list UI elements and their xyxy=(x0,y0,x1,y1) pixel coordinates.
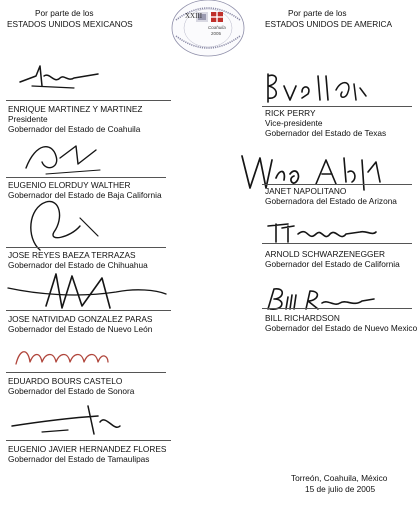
governor-name: JOSE NATIVIDAD GONZALEZ PARAS xyxy=(8,314,153,324)
governor-name: JOSE REYES BAEZA TERRAZAS xyxy=(8,250,136,260)
signature-richardson xyxy=(264,285,384,315)
governor-title: Gobernador del Estado de Texas xyxy=(265,128,387,138)
seal-year: 2005 xyxy=(211,31,222,36)
signature-schwarzenegger xyxy=(264,220,384,250)
governor-name: ENRIQUE MARTINEZ Y MARTINEZ xyxy=(8,104,143,114)
signature-perry xyxy=(262,70,372,110)
usa-header-line1: Por parte de los xyxy=(288,8,347,18)
governor-name: RICK PERRY xyxy=(265,108,316,118)
usa-header-line2: ESTADOS UNIDOS DE AMERICA xyxy=(265,19,393,29)
governor-role: Vice-presidente xyxy=(265,118,323,128)
signing-date: 15 de julio de 2005 xyxy=(305,484,376,494)
governor-title: Gobernador del Estado de Coahuila xyxy=(8,124,141,134)
governor-title: Gobernador del Estado de Nuevo León xyxy=(8,324,153,334)
governor-title: Gobernadora del Estado de Arizona xyxy=(265,196,397,206)
signature-line xyxy=(262,184,412,185)
signature-baeza xyxy=(20,198,110,258)
signature-line xyxy=(6,100,171,101)
signature-line xyxy=(6,247,166,248)
mexico-header-line2: ESTADOS UNIDOS MEXICANOS xyxy=(7,19,133,29)
signature-elorduy xyxy=(16,138,116,178)
governor-title: Gobernador del Estado de Tamaulipas xyxy=(8,454,150,464)
governor-title: Gobernador del Estado de Nuevo Mexico xyxy=(265,323,418,333)
governor-name: EUGENIO JAVIER HERNANDEZ FLORES xyxy=(8,444,167,454)
mexico-header-line1: Por parte de los xyxy=(35,8,94,18)
signature-hernandez xyxy=(8,402,128,442)
signature-gonzalez-paras xyxy=(6,268,176,316)
signature-line xyxy=(6,440,171,441)
signature-line xyxy=(262,243,412,244)
signature-martinez xyxy=(14,62,104,102)
signature-line xyxy=(262,308,412,309)
signature-bours xyxy=(12,342,122,372)
signature-line xyxy=(6,310,171,311)
governor-title: Gobernador del Estado de Baja California xyxy=(8,190,162,200)
signature-line xyxy=(6,177,166,178)
governor-name: ARNOLD SCHWARZENEGGER xyxy=(265,249,386,259)
seal-place: Coahuila xyxy=(208,25,226,30)
governor-title: Gobernador del Estado de California xyxy=(265,259,400,269)
governor-name: JANET NAPOLITANO xyxy=(265,186,347,196)
governor-name: EUGENIO ELORDUY WALTHER xyxy=(8,180,131,190)
governor-name: BILL RICHARDSON xyxy=(265,313,340,323)
governor-title: Gobernador del Estado de Sonora xyxy=(8,386,135,396)
governor-name: EDUARDO BOURS CASTELO xyxy=(8,376,123,386)
seal-numeral: XXIII xyxy=(185,12,203,20)
signing-place: Torreón, Coahuila, México xyxy=(291,473,388,483)
signature-line xyxy=(262,106,412,107)
signature-line xyxy=(6,372,166,373)
conference-seal-icon xyxy=(168,0,248,62)
governor-title: Gobernador del Estado de Chihuahua xyxy=(8,260,148,270)
governor-role: Presidente xyxy=(8,114,48,124)
